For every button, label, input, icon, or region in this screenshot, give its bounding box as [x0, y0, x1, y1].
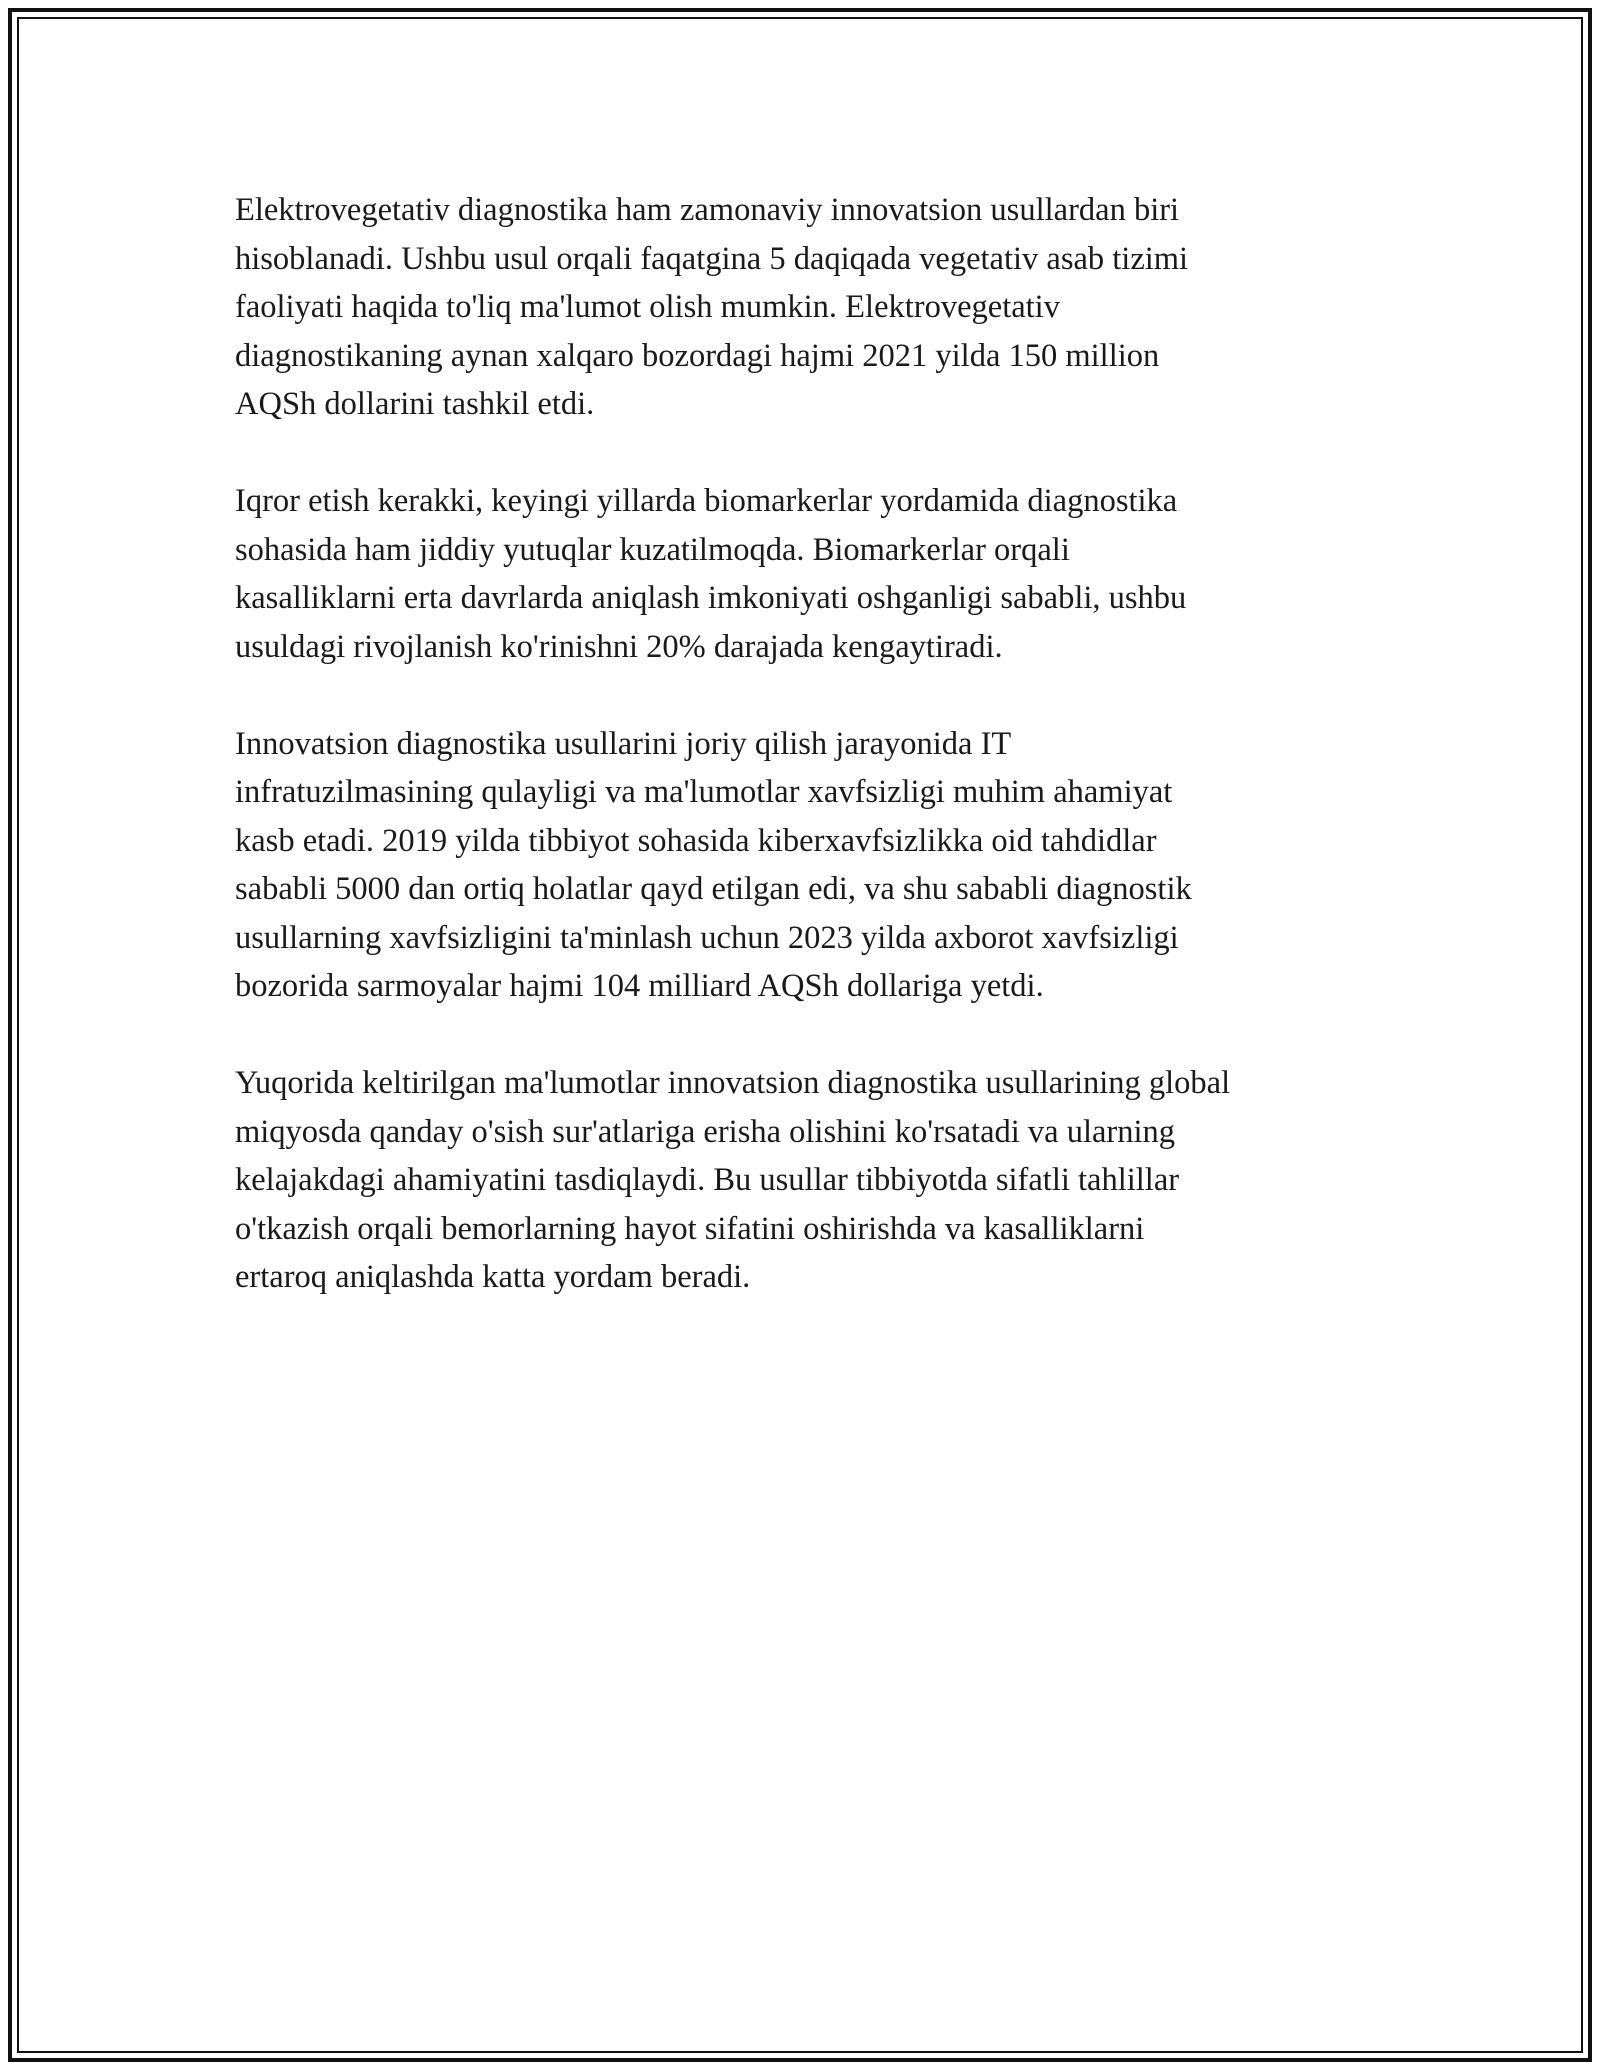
paragraph-conclusion: Yuqorida keltirilgan ma'lumotlar innovatsion diagnostika usullarining global miqyosda qanday o'sish sur'atlariga erisha olishini ko'rsatadi va ularning kelajakdagi ahamiyatini tasdiqlaydi. Bu usullar tibbiyotda sifatli tahlillar o'tkazish orqali bemorlarning hayot sifatini oshirishda va kasalliklarni ertaroq aniqlashda katta yordam beradi.	[235, 1065, 1231, 1295]
document-body	[235, 186, 1375, 1350]
paragraph-it-security: Innovatsion diagnostika usullarini joriy qilish jarayonida IT infratuzilmasining qulayligi va ma'lumotlar xavfsizligi muhim ahamiyat kasb etadi. 2019 yilda tibbiyot sohasida kiberxavfsizlikka oid tahdidlar sababli 5000 dan ortiq holatlar qayd etilgan edi, va shu sababli diagnostik usullarning xavfsizligini ta'minlash uchun 2023 yilda axborot xavfsizligi bozorida sarmoyalar hajmi 104 milliard AQSh dollariga yetdi.	[235, 725, 1192, 1004]
paragraph-electrovegetative-diagnostics: Elektrovegetativ diagnostika ham zamonaviy innovatsion usullardan biri hisoblanadi. Ushbu usul orqali faqatgina 5 daqiqada vegetativ asab tizimi faoliyati haqida to'liq ma'lumot olish mumkin. Elektrovegetativ diagnostikaning aynan xalqaro bozordagi hajmi 2021 yilda 150 million AQSh dollarini tashkil etdi.	[235, 192, 1189, 422]
paragraph-biomarkers: Iqror etish kerakki, keyingi yillarda biomarkerlar yordamida diagnostika sohasida ham jiddiy yutuqlar kuzatilmoqda. Biomarkerlar orqali kasalliklarni erta davrlarda aniqlash imkoniyati oshganligi sababli, ushbu usuldagi rivojlanish ko'rinishni 20% darajada kengaytiradi.	[235, 483, 1187, 665]
